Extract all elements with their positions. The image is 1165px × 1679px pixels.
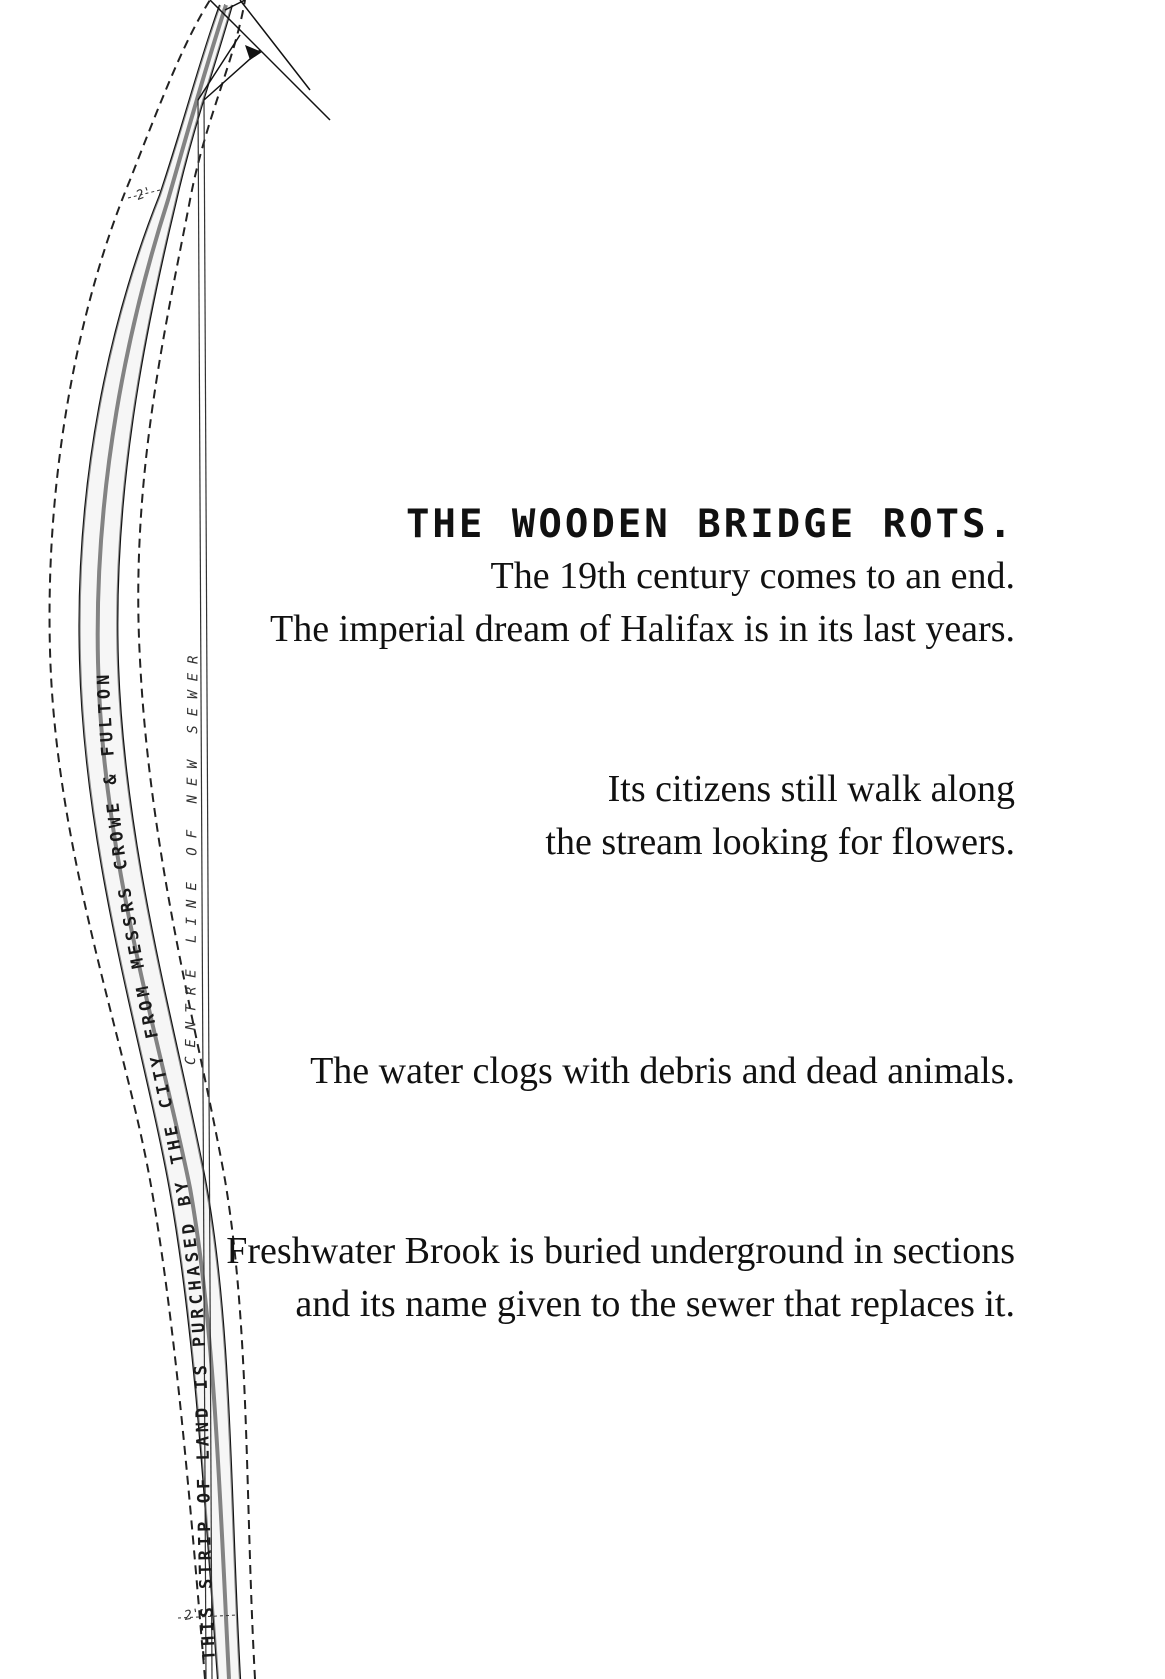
text-line: Its citizens still walk along xyxy=(607,768,1015,810)
tick-label-top: 2' xyxy=(134,184,155,204)
road-line-2 xyxy=(240,0,310,90)
text-line: Freshwater Brook is buried underground in sections xyxy=(226,1230,1015,1272)
text-line: the stream looking for flowers. xyxy=(545,821,1015,863)
text-line: The water clogs with debris and dead animals. xyxy=(310,1050,1015,1092)
text-line: and its name given to the sewer that replaces it. xyxy=(295,1283,1015,1325)
tick-label-bottom: 2' xyxy=(183,1606,202,1624)
text-line: The 19th century comes to an end. xyxy=(490,555,1015,597)
section-water xyxy=(310,1045,1015,1098)
sewer-label: CENTRE LINE OF NEW SEWER xyxy=(183,646,202,1066)
text-line: The imperial dream of Halifax is in its last years. xyxy=(270,608,1015,650)
section-title: THE WOODEN BRIDGE ROTS. xyxy=(405,502,1015,547)
road-corner-mark xyxy=(245,45,262,60)
section-citizens xyxy=(545,763,1015,869)
section-bridge xyxy=(270,500,1015,656)
strip-label: THIS STRIP OF LAND IS PURCHASED BY THE CITY FROM MESSRS CROWE & FULTON xyxy=(93,670,220,1661)
road-line-1 xyxy=(210,0,330,120)
section-brook xyxy=(226,1225,1015,1331)
